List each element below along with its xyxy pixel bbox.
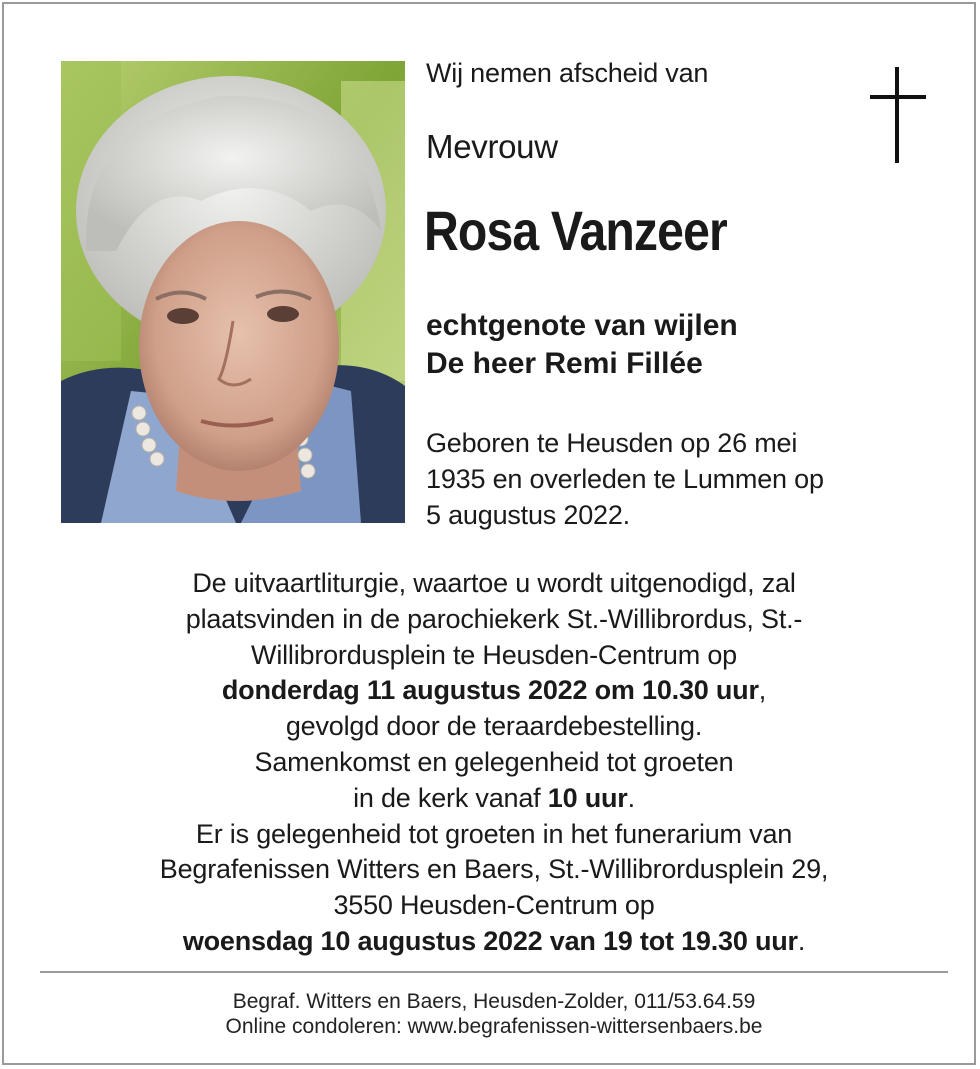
cross-vertical-bar <box>895 67 899 163</box>
visitation-suffix: . <box>797 925 806 956</box>
portrait-illustration <box>61 61 405 523</box>
ceremony-date-row <box>44 673 944 709</box>
ceremony-line-7-prefix: in de kerk vanaf <box>353 782 548 813</box>
honorific-title: Mevrouw <box>426 128 558 165</box>
ceremony-line-3: Willibrordusplein te Heusden-Centrum op <box>251 639 737 670</box>
ceremony-gathering-time: 10 uur <box>547 782 628 813</box>
born-line-1: Geboren te Heusden op 26 mei <box>426 428 798 458</box>
ceremony-date: donderdag 11 augustus 2022 om 10.30 uur <box>221 675 759 706</box>
footer-divider <box>40 971 948 973</box>
spouse-line-1: echtgenote van wijlen <box>426 309 738 342</box>
ceremony-line-9: Begrafenissen Witters en Baers, St.-Willibrordusplein 29, <box>159 854 829 885</box>
cross-horizontal-bar <box>870 95 926 99</box>
visitation-date: woensdag 10 augustus 2022 van 19 tot 19.30 uur <box>182 925 798 956</box>
ceremony-line-7-suffix: . <box>627 782 635 813</box>
online-condolence-link[interactable]: Online condoleren: www.begrafenissen-wittersenbaers.be <box>225 1015 763 1038</box>
footer <box>44 989 944 1039</box>
born-line-3: 5 augustus 2022. <box>426 500 630 530</box>
cross-icon <box>870 67 926 163</box>
ceremony-line-1: De uitvaartliturgie, waartoe u wordt uitgenodigd, zal <box>192 568 796 598</box>
spouse-info <box>426 307 738 383</box>
ceremony-details <box>44 566 944 960</box>
ceremony-line-7 <box>44 781 944 817</box>
ceremony-line-5: gevolgd door de teraardebestelling. <box>285 711 703 742</box>
birth-death-info <box>426 425 926 533</box>
spouse-line-2: De heer Remi Fillée <box>426 347 703 380</box>
ceremony-date-suffix: , <box>758 675 767 706</box>
ceremony-line-2: plaatsvinden in de parochiekerk St.-Willibrordus, St.- <box>185 603 803 634</box>
ceremony-line-8: Er is gelegenheid tot groeten in het funerarium van <box>195 818 793 849</box>
portrait-photo <box>61 61 405 523</box>
born-line-2: 1935 en overleden te Lummen op <box>426 464 824 494</box>
ceremony-line-6: Samenkomst en gelegenheid tot groeten <box>254 746 734 777</box>
ceremony-line-10: 3550 Heusden-Centrum op <box>333 890 655 921</box>
visitation-row <box>44 924 944 960</box>
intro-text: Wij nemen afscheid van <box>426 58 709 88</box>
deceased-name: Rosa Vanzeer <box>424 199 727 262</box>
funeral-home-contact: Begraf. Witters en Baers, Heusden-Zolder, 011/53.64.59 <box>232 990 756 1013</box>
death-notice-card <box>2 2 976 1065</box>
